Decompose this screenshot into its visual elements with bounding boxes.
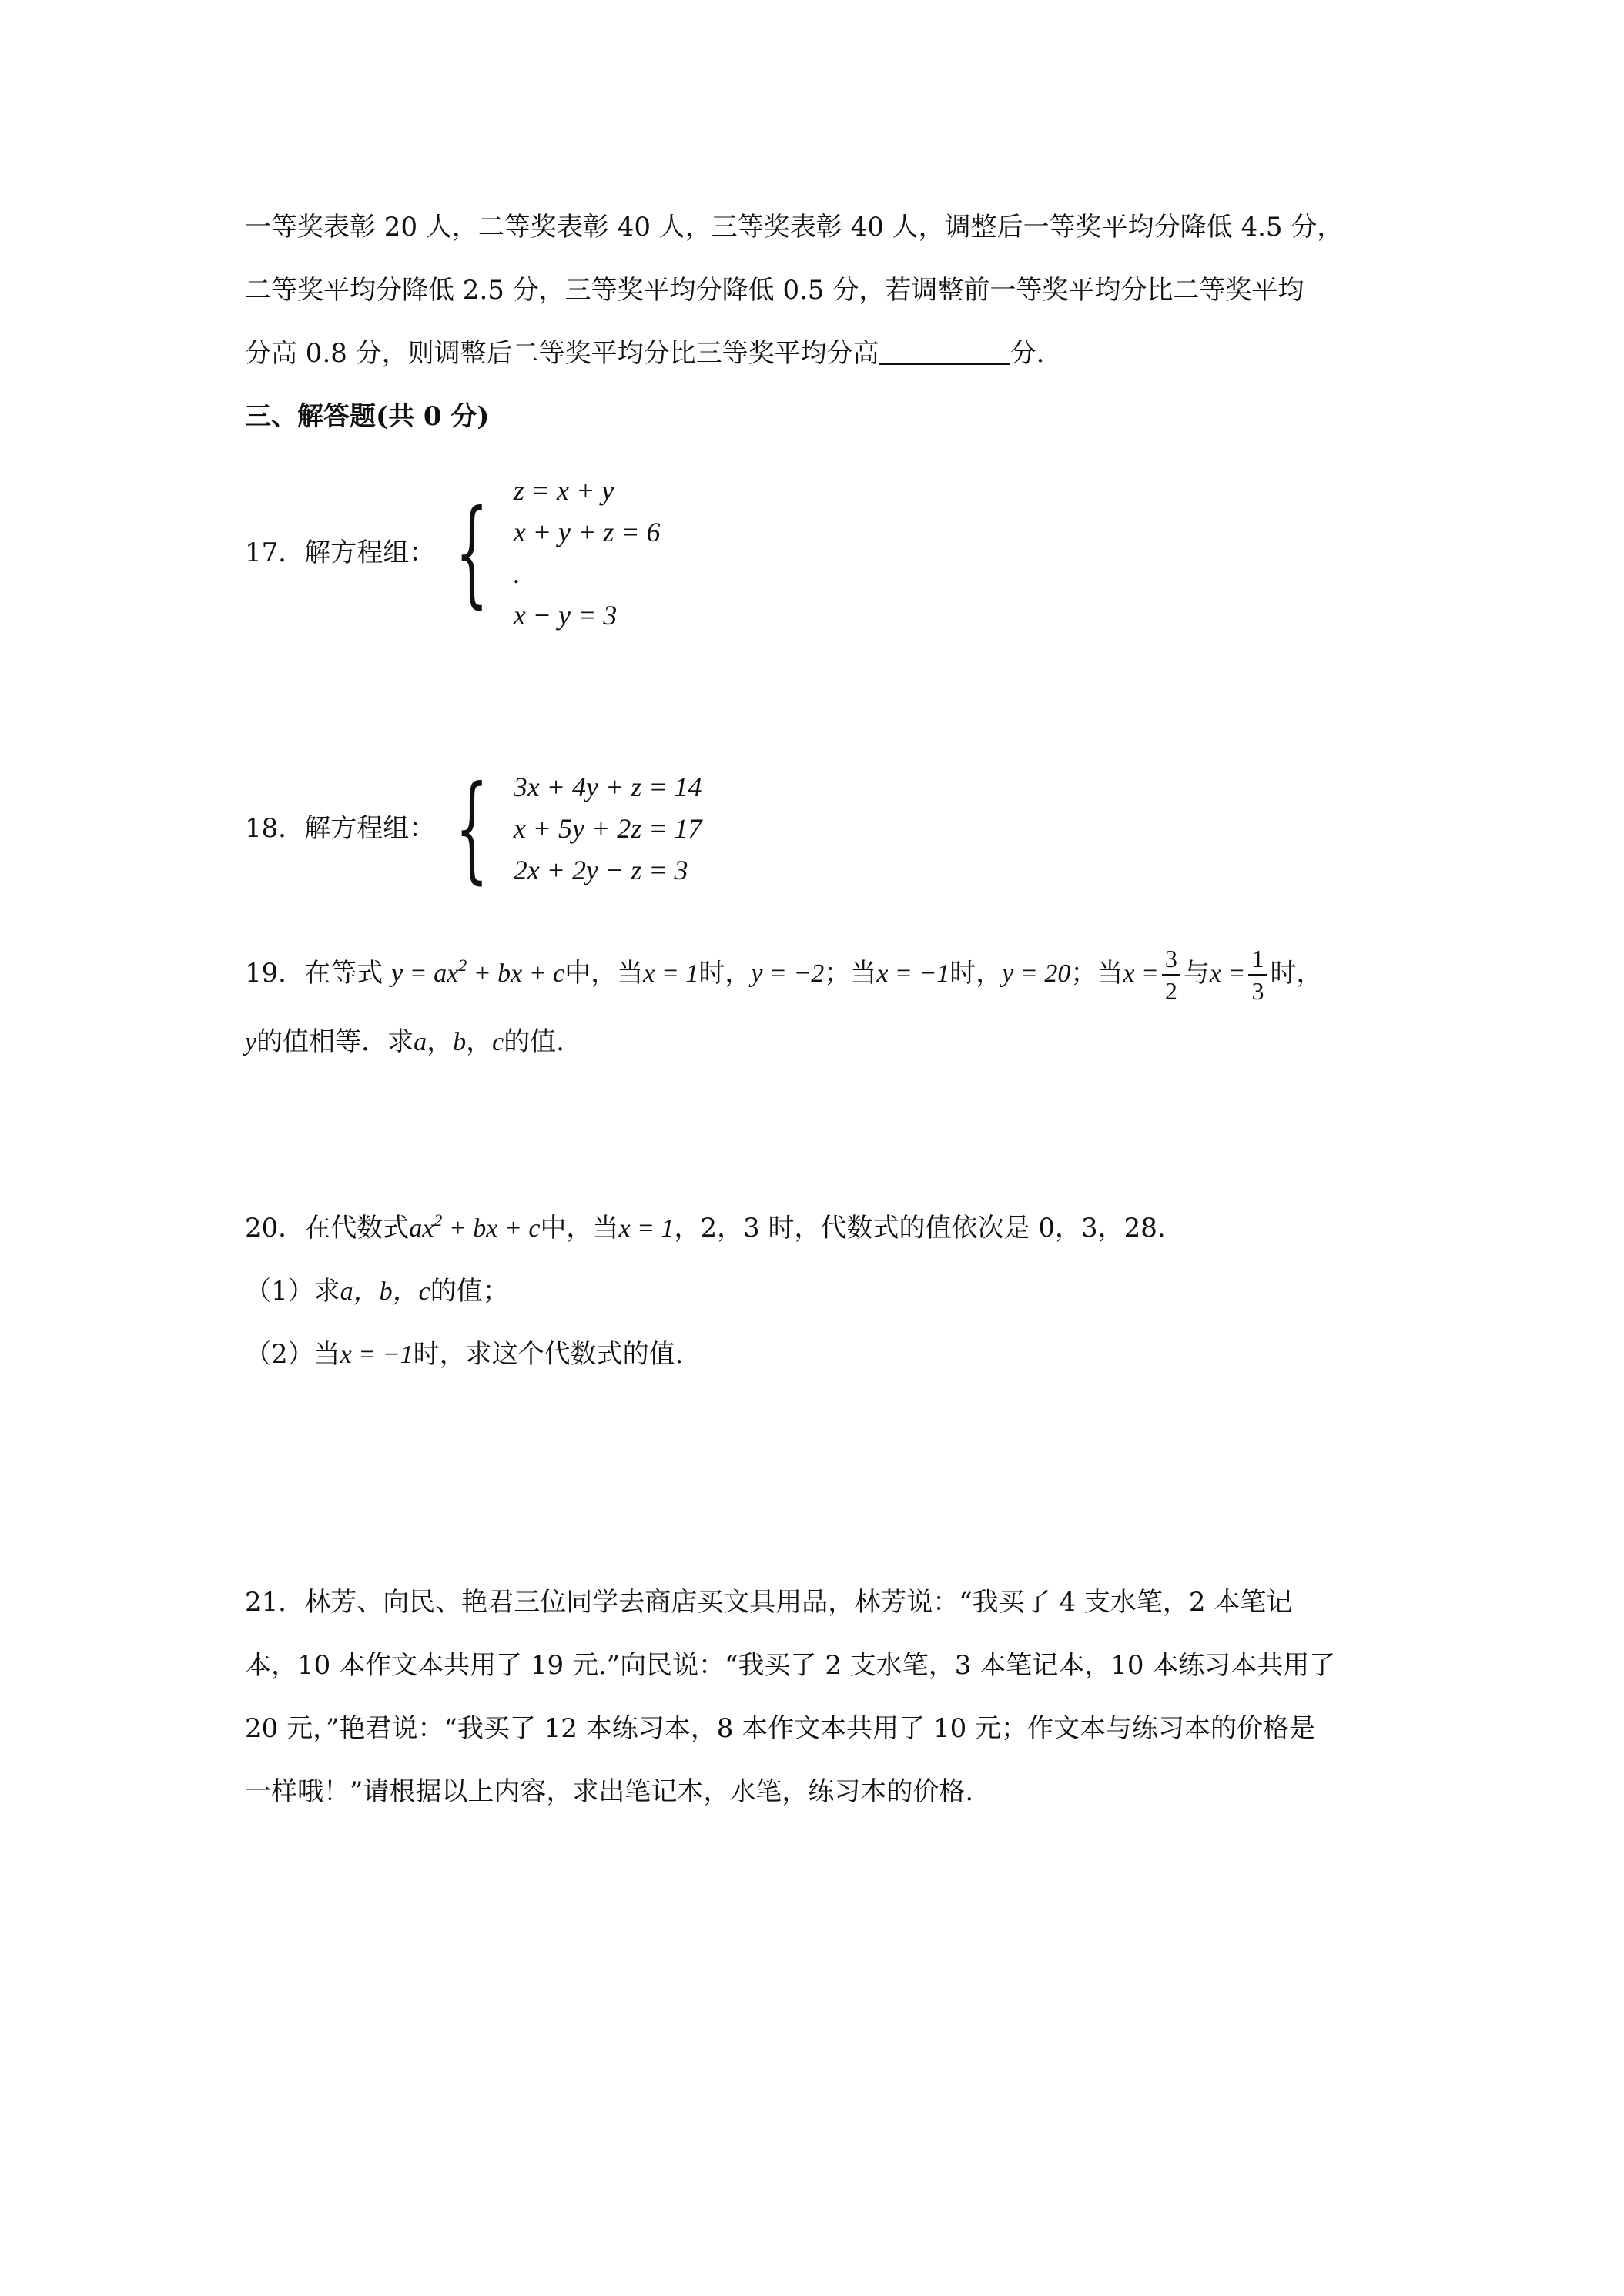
intro-line-1: 一等奖表彰 20 人，二等奖表彰 40 人，三等奖表彰 40 人，调整后一等奖平均分降低 4.5 分， xyxy=(245,212,1344,243)
q18-eq3: 2x + 2y − z = 3 xyxy=(513,855,688,885)
q19-fraction-1: $\frac{3}{2}$ xyxy=(1162,943,1180,1006)
question-20-part-1 xyxy=(245,1274,509,1310)
q19-text-7: 与 xyxy=(1183,958,1210,989)
intro-line-3-end: 分. xyxy=(1010,338,1045,369)
question-21-line-3: 20 元，”艳君说：“我买了 12 本练习本，8 本作文本共用了 10 元；作文本与练习本的价格是 xyxy=(245,1713,1316,1744)
q20-part-2-pre: （2）当 xyxy=(245,1339,340,1370)
q19-cond-5: x = xyxy=(1123,959,1159,988)
q20-text-2: 中，当 xyxy=(540,1213,619,1243)
question-19-line-2 xyxy=(245,1024,564,1060)
q19-text-3: 时， xyxy=(698,958,752,989)
intro-line-3-text: 分高 0.8 分，则调整后二等奖平均分比三等奖平均分高 xyxy=(245,338,879,369)
q19-var-b: b xyxy=(453,1028,467,1056)
q20-part-2-post: 时，求这个代数式的值. xyxy=(413,1339,684,1370)
q18-equations xyxy=(514,766,702,891)
q20-part-1-vars: a，b，c xyxy=(340,1277,430,1306)
q19-text-2: 中，当 xyxy=(564,958,644,989)
question-21-line-2: 本，10 本作文本共用了 19 元.”向民说：“我买了 2 支水笔，3 本笔记本，10 本练习本共用了 xyxy=(245,1650,1336,1681)
question-19-line-1 xyxy=(245,943,1322,1006)
q20-part-2-cond: x = −1 xyxy=(340,1340,414,1369)
q20-text-3: ，2，3 时，代数式的值依次是 0，3，28. xyxy=(674,1213,1166,1243)
answer-blank[interactable] xyxy=(879,337,1010,365)
question-20-part-2 xyxy=(245,1337,683,1373)
q19-cond-3: x = −1 xyxy=(876,959,950,988)
intro-line-2: 二等奖平均分降低 2.5 分，三等奖平均分降低 0.5 分，若调整前一等奖平均分比二等奖平均 xyxy=(245,275,1304,306)
question-21-line-1: 21．林芳、向民、艳君三位同学去商店买文具用品，林芳说：“我买了 4 支水笔，2 本笔记 xyxy=(245,1587,1293,1618)
q19-text-5: 时， xyxy=(949,958,1003,989)
q19-equation: $y = ax^2$ + bx + c xyxy=(391,956,565,988)
q18-brace: { xyxy=(455,761,489,895)
q19-cond-4: y = 20 xyxy=(1002,959,1071,988)
question-21-line-4: 一样哦！”请根据以上内容，求出笔记本，水笔，练习本的价格. xyxy=(245,1776,974,1807)
q19-text-8: 时， xyxy=(1270,958,1323,989)
q19-sep-1: ， xyxy=(427,1026,454,1057)
q20-cond-1: x = 1 xyxy=(618,1214,675,1243)
intro-line-3 xyxy=(245,336,1045,371)
q18-eq2: x + 5y + 2z = 17 xyxy=(513,813,702,844)
q20-expression: $ax^2$ + bx + c xyxy=(409,1210,541,1243)
q18-label: 18．解方程组： xyxy=(245,813,436,844)
q19-fraction-2: $\frac{1}{3}$ xyxy=(1248,943,1267,1006)
question-17 xyxy=(245,470,661,636)
q19-sep-2: ， xyxy=(466,1026,493,1057)
q20-part-1-pre: （1）求 xyxy=(245,1276,340,1307)
q20-text-1: 20．在代数式 xyxy=(245,1213,410,1243)
q19-text-4: ；当 xyxy=(824,958,877,989)
question-18 xyxy=(245,761,702,895)
q17-brace: { xyxy=(455,486,489,620)
q17-eq3: x − y = 3 xyxy=(513,600,618,631)
q19-var-a: a xyxy=(414,1028,427,1056)
q19-cond-6: x = xyxy=(1209,959,1246,988)
q19-cond-1: x = 1 xyxy=(643,959,699,988)
question-20-line-1 xyxy=(245,1210,1166,1247)
q17-equations xyxy=(514,470,661,636)
q19-text-1: 19．在等式 xyxy=(245,958,383,989)
q20-part-1-post: 的值； xyxy=(430,1276,509,1307)
q19-cond-2: y = −2 xyxy=(751,959,825,988)
q17-eq1: z = x + y xyxy=(513,475,614,506)
q19-text-6: ；当 xyxy=(1070,958,1123,989)
q18-eq1: 3x + 4y + z = 14 xyxy=(513,771,702,802)
q19-var-y: y xyxy=(245,1028,257,1056)
q19-text-10: 的值. xyxy=(504,1026,564,1057)
q19-text-9: 的值相等．求 xyxy=(256,1026,414,1057)
q19-var-c: c xyxy=(492,1028,504,1056)
q17-eq2: x + y + z = 6 . xyxy=(513,517,661,589)
section-3-heading: 三、解答题(共 0 分) xyxy=(245,401,490,432)
q17-label: 17．解方程组： xyxy=(245,537,436,568)
